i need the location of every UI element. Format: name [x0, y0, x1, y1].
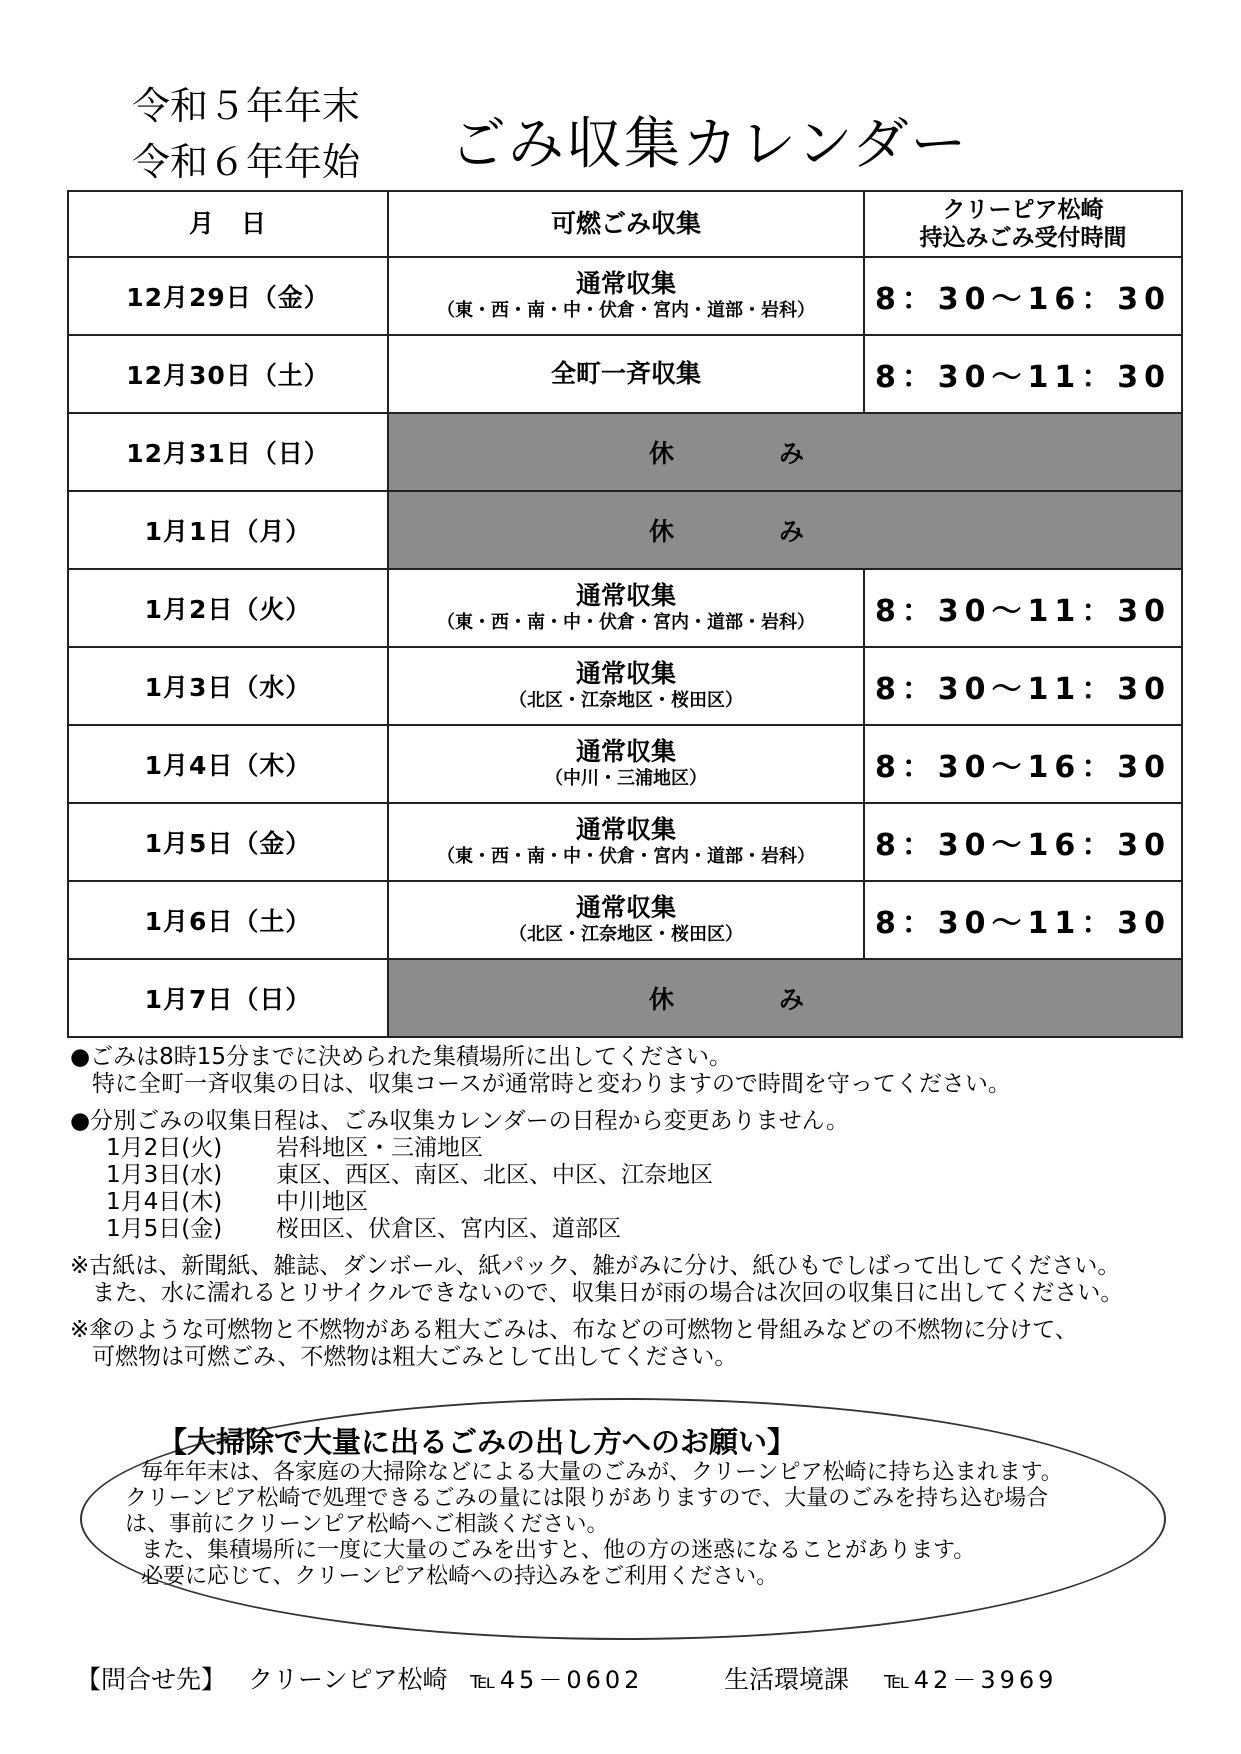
collection-calendar-table	[67, 190, 1183, 1038]
document-header	[0, 0, 1241, 190]
schedule-date: 1月5日(金)	[106, 1216, 223, 1242]
row-collection-areas: （北区・江奈地区・桜田区）	[509, 924, 743, 945]
row-closed-label: 休 み	[388, 491, 864, 569]
table-row	[68, 959, 1182, 1037]
schedule-date: 1月2日(火)	[106, 1135, 223, 1161]
row-reception-hours: 8：30～11：30	[864, 569, 1182, 647]
era-line-2: 令和６年年始	[132, 140, 361, 184]
row-collection	[388, 569, 864, 647]
header-date: 月 日	[68, 191, 388, 257]
table-row	[68, 725, 1182, 803]
request-line-3: は、事前にクリーンピア松崎へご相談ください。	[125, 1512, 609, 1537]
row-reception-hours: 8：30～11：30	[864, 335, 1182, 413]
row-collection-areas: （中川・三浦地区）	[545, 768, 707, 789]
row-collection-areas: （東・西・南・中・伏倉・宮内・道部・岩科）	[437, 300, 815, 321]
request-line-5: 必要に応じて、クリーンピア松崎への持込みをご利用ください。	[141, 1564, 779, 1589]
row-date: 1月5日（金）	[68, 803, 388, 881]
row-collection	[388, 257, 864, 335]
notes-section	[70, 1044, 1180, 1371]
contact-label: 【問合せ先】	[76, 1665, 227, 1694]
schedule-item	[70, 1189, 1180, 1216]
note-bulky: ※傘のような可燃物と不燃物がある粗大ごみは、布などの可燃物と骨組みなどの不燃物に分けて、	[70, 1317, 1078, 1343]
row-collection	[388, 647, 864, 725]
header-facility-hours	[864, 191, 1182, 257]
era-line-1: 令和５年年末	[132, 84, 361, 128]
row-reception-hours: 8：30～16：30	[864, 725, 1182, 803]
row-collection-type: 通常収集	[575, 893, 676, 922]
row-collection-type: 通常収集	[575, 815, 676, 844]
row-reception-hours: 8：30～11：30	[864, 647, 1182, 725]
table-row	[68, 257, 1182, 335]
schedule-item	[70, 1135, 1180, 1162]
row-collection	[388, 881, 864, 959]
schedule-date: 1月3日(水)	[106, 1162, 223, 1188]
row-reception-hours: 8：30～16：30	[864, 803, 1182, 881]
row-date: 12月30日（土）	[68, 335, 388, 413]
note-paper-detail: また、水に濡れるとリサイクルできないので、収集日が雨の場合は次回の収集日に出してください。	[92, 1280, 1124, 1306]
row-date: 1月2日（火）	[68, 569, 388, 647]
table-row	[68, 803, 1182, 881]
schedule-areas: 桜田区、伏倉区、宮内区、道部区	[276, 1216, 621, 1242]
row-reception-hours	[864, 959, 1182, 1037]
schedule-item	[70, 1216, 1180, 1243]
table-row	[68, 335, 1182, 413]
note-deadline: ●ごみは8時15分までに決められた集積場所に出してください。	[70, 1044, 732, 1070]
table-header-row	[68, 191, 1182, 257]
row-collection-type: 全町一斉収集	[550, 359, 701, 388]
era-heading	[132, 78, 360, 190]
schedule-areas: 中川地区	[276, 1189, 368, 1215]
row-collection	[388, 803, 864, 881]
row-reception-hours: 8：30～16：30	[864, 257, 1182, 335]
row-collection-type: 通常収集	[575, 269, 676, 298]
row-collection-type: 通常収集	[575, 581, 676, 610]
calendar-body	[68, 257, 1182, 1037]
row-closed-label: 休 み	[388, 959, 864, 1037]
schedule-date: 1月4日(木)	[106, 1189, 223, 1215]
row-collection-type: 通常収集	[575, 737, 676, 766]
header-facility-line-1: クリーピア松崎	[942, 197, 1104, 223]
note-bulky-detail: 可燃物は可燃ごみ、不燃物は粗大ごみとして出してください。	[92, 1344, 738, 1370]
request-title: 【大掃除で大量に出るごみの出し方へのお願い】	[158, 1425, 797, 1459]
row-collection	[388, 335, 864, 413]
request-line-1: 毎年年末は、各家庭の大掃除などによる大量のごみが、クリーンピア松崎に持ち込まれます。	[141, 1460, 1063, 1485]
row-collection-areas: （北区・江奈地区・桜田区）	[509, 690, 743, 711]
row-reception-hours	[864, 491, 1182, 569]
note-paper: ※古紙は、新聞紙、雑誌、ダンボール、紙パック、雑がみに分け、紙ひもでしばって出してください。	[70, 1253, 1121, 1279]
schedule-areas: 岩科地区・三浦地区	[276, 1135, 483, 1161]
row-date: 12月31日（日）	[68, 413, 388, 491]
contact-tel-1: ℡45－0602	[470, 1666, 644, 1694]
row-date: 1月6日（土）	[68, 881, 388, 959]
row-collection-type: 通常収集	[575, 659, 676, 688]
row-date: 1月7日（日）	[68, 959, 388, 1037]
request-body	[125, 1460, 1135, 1590]
contact-org-2: 生活環境課	[724, 1665, 850, 1694]
request-line-2: クリーンピア松崎で処理できるごみの量には限りがありますので、大量のごみを持ち込む場合	[125, 1486, 1049, 1511]
schedule-areas: 東区、西区、南区、北区、中区、江奈地区	[276, 1162, 713, 1188]
row-collection-areas: （東・西・南・中・伏倉・宮内・道部・岩科）	[437, 612, 815, 633]
contact-tel-2: ℡42－3969	[884, 1666, 1058, 1694]
note-sorted-waste: ●分別ごみの収集日程は、ごみ収集カレンダーの日程から変更ありません。	[70, 1108, 849, 1134]
row-date: 1月1日（月）	[68, 491, 388, 569]
row-date: 1月3日（水）	[68, 647, 388, 725]
request-line-4: また、集積場所に一度に大量のごみを出すと、他の方の迷惑になることがあります。	[141, 1538, 976, 1563]
table-row	[68, 491, 1182, 569]
row-date: 12月29日（金）	[68, 257, 388, 335]
note-deadline-detail: 特に全町一斉収集の日は、収集コースが通常時と変わりますので時間を守ってください。	[92, 1071, 1011, 1097]
row-closed-label: 休 み	[388, 413, 864, 491]
sorted-waste-schedule	[70, 1135, 1180, 1243]
row-reception-hours: 8：30～11：30	[864, 881, 1182, 959]
row-collection	[388, 725, 864, 803]
table-row	[68, 569, 1182, 647]
table-row	[68, 647, 1182, 725]
schedule-item	[70, 1162, 1180, 1189]
page-title: ごみ収集カレンダー	[450, 112, 969, 177]
row-collection-areas: （東・西・南・中・伏倉・宮内・道部・岩科）	[437, 846, 815, 867]
header-collection: 可燃ごみ収集	[388, 191, 864, 257]
contact-org-1: クリーンピア松崎	[248, 1665, 448, 1694]
header-facility-line-2: 持込みごみ受付時間	[919, 225, 1127, 251]
table-row	[68, 881, 1182, 959]
row-date: 1月4日（木）	[68, 725, 388, 803]
table-row	[68, 413, 1182, 491]
row-reception-hours	[864, 413, 1182, 491]
